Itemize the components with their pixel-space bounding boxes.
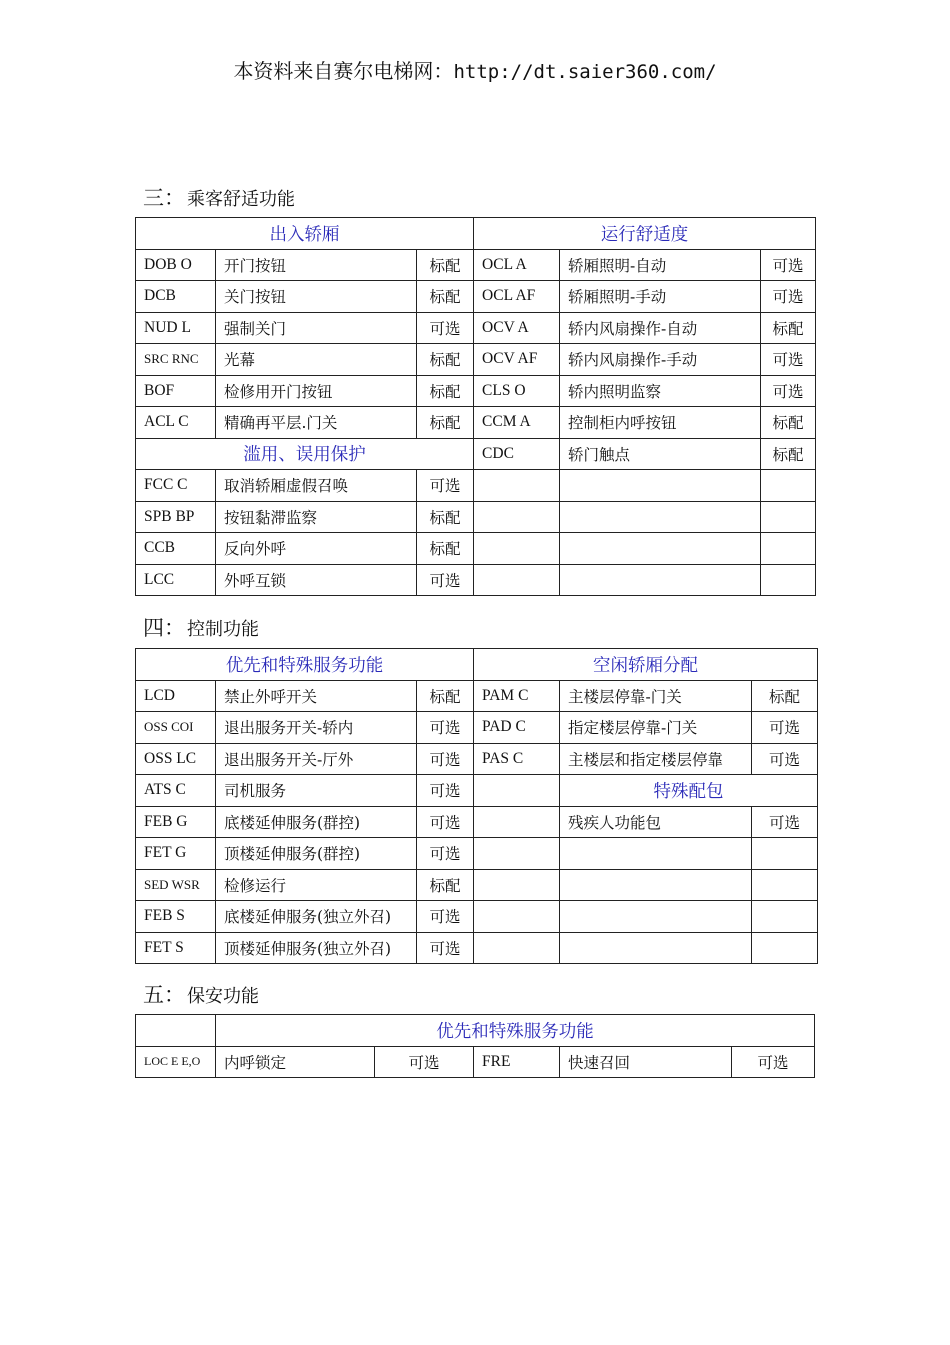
empty-cell (761, 470, 816, 502)
left-group-head: 优先和特殊服务功能 (136, 649, 474, 681)
feature-option: 标配 (417, 869, 474, 901)
feature-code: OCL AF (474, 281, 560, 313)
table-row (136, 564, 816, 596)
feature-name: 顶楼延伸服务(独立外召) (216, 932, 417, 964)
feature-name: 轿内照明监察 (560, 375, 761, 407)
feature-name: 底楼延伸服务(群控) (216, 806, 417, 838)
feature-code: LOC E E,O (136, 1046, 216, 1078)
feature-name: 禁止外呼开关 (216, 680, 417, 712)
feature-option: 标配 (761, 438, 816, 470)
table-row (136, 438, 816, 470)
empty-cell (136, 1015, 216, 1047)
feature-code: OSS COI (136, 712, 216, 744)
comfort-table (135, 217, 816, 596)
feature-name: 快速召回 (560, 1046, 732, 1078)
feature-option: 可选 (732, 1046, 815, 1078)
feature-option: 可选 (417, 806, 474, 838)
empty-cell (761, 564, 816, 596)
table-row (136, 470, 816, 502)
table-row (136, 838, 818, 870)
feature-code: OCL A (474, 249, 560, 281)
feature-option: 可选 (417, 932, 474, 964)
feature-option: 可选 (752, 743, 818, 775)
feature-code: SED WSR (136, 869, 216, 901)
feature-option: 可选 (761, 249, 816, 281)
feature-option: 标配 (417, 680, 474, 712)
empty-cell (752, 838, 818, 870)
feature-option: 可选 (417, 775, 474, 807)
section-4-number: 四： (143, 616, 185, 640)
feature-name: 残疾人功能包 (560, 806, 752, 838)
feature-code: SRC RNC (136, 344, 216, 376)
feature-code: SPB BP (136, 501, 216, 533)
empty-cell (560, 533, 761, 565)
table-row (136, 533, 816, 565)
feature-code: NUD L (136, 312, 216, 344)
feature-name: 退出服务开关-轿内 (216, 712, 417, 744)
feature-code: BOF (136, 375, 216, 407)
feature-option: 标配 (417, 375, 474, 407)
table-row (136, 743, 818, 775)
table-row (136, 312, 816, 344)
left-group-head: 出入轿厢 (136, 218, 474, 250)
feature-code: CLS O (474, 375, 560, 407)
feature-option: 标配 (417, 407, 474, 439)
feature-option: 可选 (417, 470, 474, 502)
table-row (136, 806, 818, 838)
feature-name: 取消轿厢虚假召唤 (216, 470, 417, 502)
section-4-title (143, 612, 259, 642)
empty-cell (474, 932, 560, 964)
section-5-title (143, 979, 259, 1009)
feature-code: DOB O (136, 249, 216, 281)
section-3-number: 三： (143, 186, 185, 210)
special-group-head: 特殊配包 (560, 775, 818, 807)
empty-cell (474, 501, 560, 533)
table-row (136, 932, 818, 964)
feature-code: LCC (136, 564, 216, 596)
feature-name: 轿厢照明-自动 (560, 249, 761, 281)
feature-name: 检修运行 (216, 869, 417, 901)
feature-code: CDC (474, 438, 560, 470)
empty-cell (752, 901, 818, 933)
empty-cell (752, 869, 818, 901)
empty-cell (560, 470, 761, 502)
feature-option: 标配 (761, 407, 816, 439)
empty-cell (560, 901, 752, 933)
table-row (136, 218, 816, 250)
feature-name: 轿门触点 (560, 438, 761, 470)
header-prefix: 本资料来自赛尔电梯网： (233, 59, 454, 83)
feature-code: DCB (136, 281, 216, 313)
table-row (136, 407, 816, 439)
table-row (136, 901, 818, 933)
feature-option: 可选 (761, 281, 816, 313)
table-row (136, 1015, 815, 1047)
feature-option: 标配 (417, 344, 474, 376)
abuse-group-head: 滥用、误用保护 (136, 438, 474, 470)
feature-code: PAM C (474, 680, 560, 712)
page-header (0, 55, 950, 84)
feature-option: 可选 (752, 712, 818, 744)
table-row (136, 712, 818, 744)
feature-option: 标配 (752, 680, 818, 712)
empty-cell (560, 501, 761, 533)
feature-name: 反向外呼 (216, 533, 417, 565)
table-row (136, 775, 818, 807)
empty-cell (474, 775, 560, 807)
control-table (135, 648, 818, 964)
security-table (135, 1014, 815, 1078)
feature-option: 标配 (417, 281, 474, 313)
section-5-label: 保安功能 (187, 986, 259, 1007)
table-row (136, 375, 816, 407)
table-row (136, 281, 816, 313)
feature-code: CCB (136, 533, 216, 565)
feature-code: OSS LC (136, 743, 216, 775)
feature-name: 轿内风扇操作-自动 (560, 312, 761, 344)
table-row (136, 344, 816, 376)
feature-option: 可选 (417, 564, 474, 596)
feature-code: FEB G (136, 806, 216, 838)
table-row (136, 249, 816, 281)
table-row (136, 1046, 815, 1078)
feature-option: 可选 (761, 344, 816, 376)
empty-cell (474, 901, 560, 933)
header-url[interactable]: http://dt.saier360.com/ (453, 61, 717, 83)
feature-code: OCV A (474, 312, 560, 344)
table-row (136, 649, 818, 681)
feature-code: ACL C (136, 407, 216, 439)
feature-name: 指定楼层停靠-门关 (560, 712, 752, 744)
empty-cell (474, 869, 560, 901)
feature-name: 控制柜内呼按钮 (560, 407, 761, 439)
feature-option: 标配 (417, 533, 474, 565)
table-row (136, 680, 818, 712)
feature-code: PAD C (474, 712, 560, 744)
feature-name: 关门按钮 (216, 281, 417, 313)
feature-name: 强制关门 (216, 312, 417, 344)
right-group-head: 空闲轿厢分配 (474, 649, 818, 681)
table-row (136, 501, 816, 533)
feature-option: 可选 (417, 712, 474, 744)
empty-cell (474, 533, 560, 565)
feature-option: 可选 (417, 743, 474, 775)
section-5-head: 优先和特殊服务功能 (216, 1015, 815, 1047)
feature-name: 底楼延伸服务(独立外召) (216, 901, 417, 933)
feature-option: 可选 (417, 312, 474, 344)
feature-code (474, 806, 560, 838)
empty-cell (474, 564, 560, 596)
feature-code: FRE (474, 1046, 560, 1078)
feature-code: OCV AF (474, 344, 560, 376)
section-3-label: 乘客舒适功能 (187, 189, 295, 210)
empty-cell (560, 869, 752, 901)
feature-name: 检修用开门按钮 (216, 375, 417, 407)
feature-code: FCC C (136, 470, 216, 502)
feature-name: 退出服务开关-厅外 (216, 743, 417, 775)
feature-name: 轿内风扇操作-手动 (560, 344, 761, 376)
feature-name: 光幕 (216, 344, 417, 376)
feature-option: 标配 (417, 249, 474, 281)
feature-option: 可选 (417, 838, 474, 870)
empty-cell (761, 533, 816, 565)
empty-cell (474, 838, 560, 870)
feature-name: 主楼层和指定楼层停靠 (560, 743, 752, 775)
feature-code: FET G (136, 838, 216, 870)
feature-name: 司机服务 (216, 775, 417, 807)
empty-cell (761, 501, 816, 533)
section-5-number: 五： (143, 983, 185, 1007)
right-group-head: 运行舒适度 (474, 218, 816, 250)
empty-cell (474, 470, 560, 502)
feature-name: 轿厢照明-手动 (560, 281, 761, 313)
feature-code: ATS C (136, 775, 216, 807)
feature-name: 按钮黏滞监察 (216, 501, 417, 533)
table-row (136, 869, 818, 901)
feature-name: 开门按钮 (216, 249, 417, 281)
feature-name: 精确再平层.门关 (216, 407, 417, 439)
feature-option: 可选 (752, 806, 818, 838)
section-4-label: 控制功能 (187, 619, 259, 640)
feature-code: CCM A (474, 407, 560, 439)
feature-name: 顶楼延伸服务(群控) (216, 838, 417, 870)
feature-code: FET S (136, 932, 216, 964)
section-3-title (143, 182, 295, 212)
empty-cell (752, 932, 818, 964)
empty-cell (560, 838, 752, 870)
feature-code: PAS C (474, 743, 560, 775)
feature-option: 可选 (761, 375, 816, 407)
feature-option: 标配 (761, 312, 816, 344)
feature-name: 主楼层停靠-门关 (560, 680, 752, 712)
empty-cell (560, 932, 752, 964)
feature-option: 标配 (417, 501, 474, 533)
empty-cell (560, 564, 761, 596)
feature-code: FEB S (136, 901, 216, 933)
feature-option: 可选 (417, 901, 474, 933)
feature-option: 可选 (375, 1046, 474, 1078)
feature-name: 外呼互锁 (216, 564, 417, 596)
feature-code: LCD (136, 680, 216, 712)
feature-name: 内呼锁定 (216, 1046, 375, 1078)
